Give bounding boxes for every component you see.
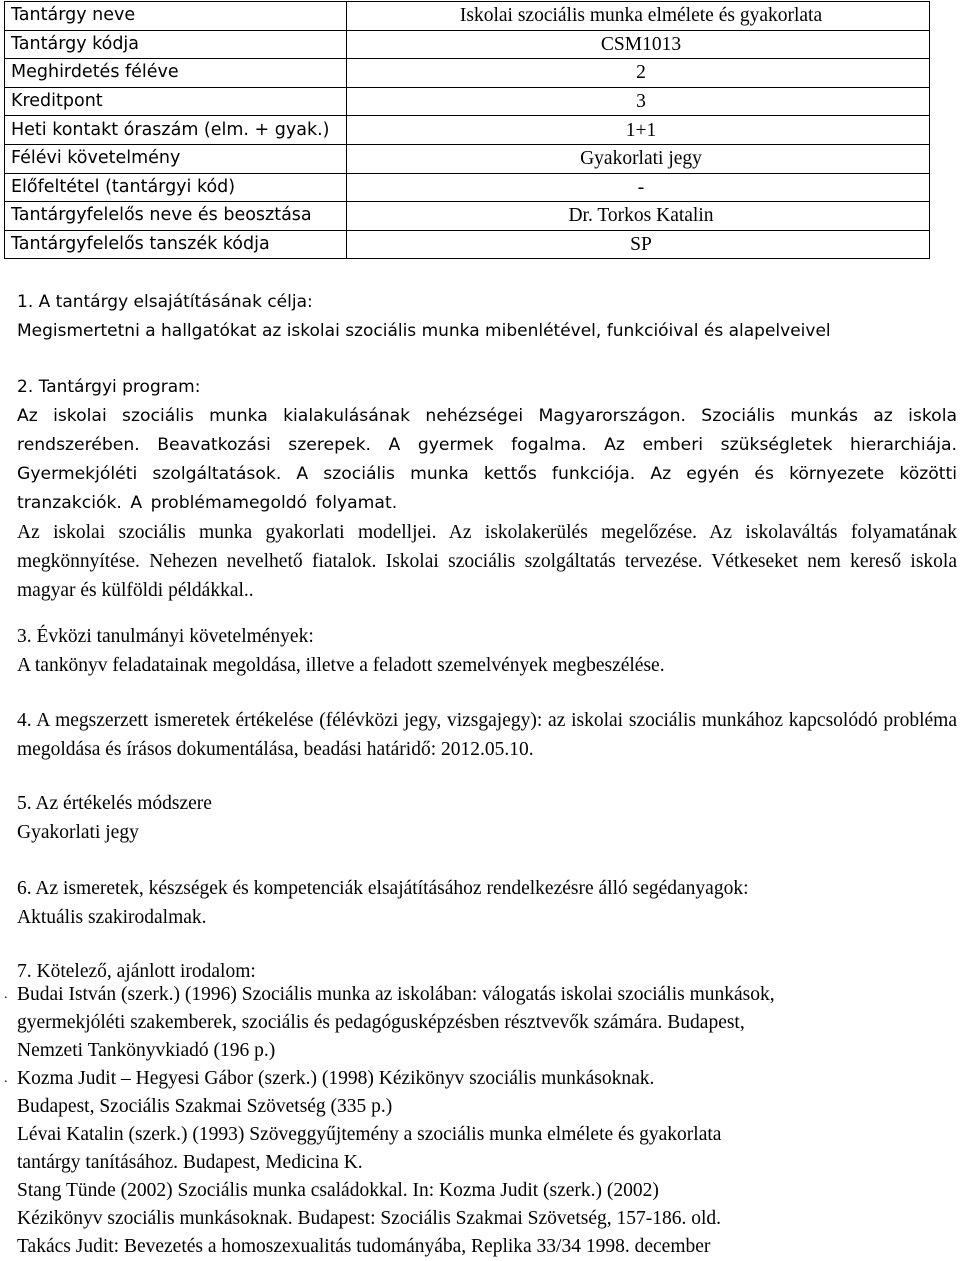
list-item	[17, 1121, 957, 1177]
table-row	[5, 30, 930, 59]
field-label: Heti kontakt óraszám (elm. + gyak.)	[5, 116, 347, 145]
field-value: 3	[347, 87, 930, 116]
section-text-continued: Az iskolai szociális munka gyakorlati modelljei. Az iskolakerülés megelőzése. Az iskolaváltás folyamatának megkönnyítése. Nehezen nevelhető fiatalok. Iskolai szociális szolgáltatás tervezése. Vétkeseket nem kereső iskola magyar és külföldi példákkal..	[17, 522, 957, 601]
section-text: A tankönyv feladatainak megoldása, illetve a feladott szemelvények megbeszélése.	[17, 655, 665, 676]
reference-line: Takács Judit: Bevezetés a homoszexualitás tudományába, Replika 33/34 1998. december	[17, 1236, 711, 1257]
section-goal	[17, 288, 957, 346]
section-text: 4. A megszerzett ismeretek értékelése (félévközi jegy, vizsgajegy): az iskolai szociális munkához kapcsolódó probléma megoldása és írásos dokumentálása, beadási határidő: 2012.05.10.	[17, 710, 957, 760]
section-heading: 5. Az értékelés módszere	[17, 793, 212, 814]
table-row	[5, 202, 930, 231]
field-value: 2	[347, 59, 930, 88]
table-row	[5, 2, 930, 31]
section-materials	[17, 874, 957, 932]
reference-line: gyermekjóléti szakemberek, szociális és pedagógusképzésben résztvevők számára. Budapest,	[17, 1012, 745, 1033]
bullet-marker: .	[4, 987, 8, 1002]
section-heading: 6. Az ismeretek, készségek és kompetenciák elsajátításához rendelkezésre álló segédanyagok:	[17, 878, 749, 899]
reference-list	[4, 981, 957, 1261]
reference-line: Lévai Katalin (szerk.) (1993) Szöveggyűjtemény a szociális munka elmélete és gyakorlata	[17, 1124, 722, 1145]
reference-line: Kozma Judit – Hegyesi Gábor (szerk.) (1998) Kézikönyv szociális munkásoknak.	[17, 1068, 655, 1089]
reference-line: Stang Tünde (2002) Szociális munka családokkal. In: Kozma Judit (szerk.) (2002)	[17, 1180, 659, 1201]
table-row	[5, 87, 930, 116]
field-value: Gyakorlati jegy	[347, 144, 930, 173]
field-label: Kreditpont	[5, 87, 347, 116]
field-label: Félévi követelmény	[5, 144, 347, 173]
reference-line: Budapest, Szociális Szakmai Szövetség (335 p.)	[17, 1096, 393, 1117]
table-row	[5, 144, 930, 173]
list-item	[17, 1233, 957, 1261]
field-value: SP	[347, 230, 930, 259]
section-requirements	[17, 622, 957, 680]
section-heading: 7. Kötelező, ajánlott irodalom:	[17, 961, 256, 982]
table-row	[5, 116, 930, 145]
course-info-table	[4, 1, 930, 259]
section-text: Az iskolai szociális munka kialakulásának nehézségei Magyarországon. Szociális munkás az iskola rendszerében. Beavatkozási szerepek. A gyermek fogalma. Az emberi szükségletek hierarchiája. Gyermekjóléti szolgáltatások. A szociális munka kettős funkciója. Az egyén és környezete közötti tranzakciók. A problémamegoldó folyamat.	[17, 406, 957, 513]
reference-line: Nemzeti Tankönyvkiadó (196 p.)	[17, 1040, 276, 1061]
field-value: Iskolai szociális munka elmélete és gyakorlata	[347, 2, 930, 31]
section-heading: 1. A tantárgy elsajátításának célja:	[17, 292, 313, 312]
table-row	[5, 230, 930, 259]
field-value: Dr. Torkos Katalin	[347, 202, 930, 231]
list-item	[4, 981, 957, 1065]
reference-line: tantárgy tanításához. Budapest, Medicina K.	[17, 1152, 363, 1173]
field-value: -	[347, 173, 930, 202]
field-label: Előfeltétel (tantárgyi kód)	[5, 173, 347, 202]
field-label: Tantárgyfelelős tanszék kódja	[5, 230, 347, 259]
table-row	[5, 59, 930, 88]
section-evaluation-method	[17, 789, 957, 847]
list-item	[17, 1177, 957, 1233]
bullet-marker: .	[4, 1071, 8, 1086]
section-text: Aktuális szakirodalmak.	[17, 907, 207, 928]
reference-line: Budai István (szerk.) (1996) Szociális munka az iskolában: válogatás iskolai szociális munkások,	[17, 984, 775, 1005]
section-heading: 3. Évközi tanulmányi követelmények:	[17, 626, 314, 647]
table-row	[5, 173, 930, 202]
list-item	[4, 1065, 957, 1121]
field-label: Tantárgy neve	[5, 2, 347, 31]
field-label: Meghirdetés féléve	[5, 59, 347, 88]
field-label: Tantárgy kódja	[5, 30, 347, 59]
section-text: Megismertetni a hallgatókat az iskolai szociális munka mibenlétével, funkcióival és alapelveivel	[17, 321, 831, 341]
field-label: Tantárgyfelelős neve és beosztása	[5, 202, 347, 231]
field-value: 1+1	[347, 116, 930, 145]
section-evaluation	[17, 706, 957, 764]
section-text: Gyakorlati jegy	[17, 822, 139, 843]
section-program	[17, 373, 957, 605]
section-heading: 2. Tantárgyi program:	[17, 377, 201, 397]
reference-line: Kézikönyv szociális munkásoknak. Budapest: Szociális Szakmai Szövetség, 157-186. old.	[17, 1208, 722, 1229]
field-value: CSM1013	[347, 30, 930, 59]
